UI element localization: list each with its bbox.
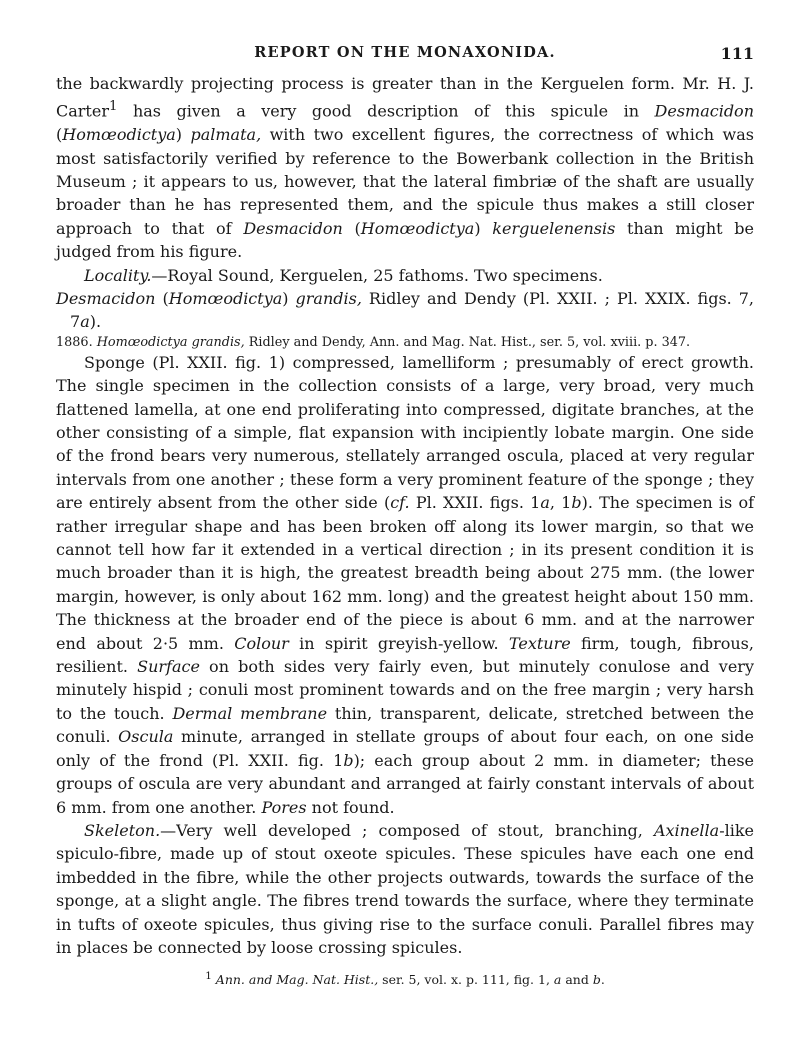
footnote: $^1$ Ann. and Mag. Nat. Hist., ser. 5, vol. x. p. 111, fig. 1, a and b. [205, 970, 605, 988]
paragraph-description: Sponge (Pl. XXII. fig. 1) compressed, lamelliform ; presumably of erect growth. The single specimen in the collection consists of a large, very broad, very much flattened lamella, at one end proliferating into compressed, digitate branches, at the other consisting of a simple, flat expansion with incipiently lobate margin. One side of the frond bears very numerous, stellately arranged oscula, placed at very regular intervals from one another ; these form a very prominent feature of the sponge ; they are entirely absent from the other side (cf. Pl. XXII. figs. 1a, 1b). The specimen is of rather irregular shape and has been broken off along its lower margin, so that we cannot tell how far it extended in a vertical direction ; in its present condition it is much broader than it is high, the greatest breadth being about 275 mm. (the lower margin, however, is only about 162 mm. long) and the greatest height about 150 mm. The thickness at the broader end of the piece is about 6 mm. and at the narrower end about 2·5 mm. Colour in spirit greyish-yellow. Texture firm, tough, fibrous, resilient. Surface on both sides very fairly even, but minutely conulose and very minutely hispid ; conuli most prominent towards and on the free margin ; very harsh to the touch. Dermal membrane thin, transparent, delicate, stretched between the conuli. Oscula minute, arranged in stellate groups of about four each, on one side only of the frond (Pl. XXII. fig. 1b); each group about 2 mm. in diameter; these groups of oscula are very abundant and arranged at fairly constant intervals of about 6 mm. from one another. Pores not found. [56, 352, 755, 817]
paragraph-skeleton: Skeleton.—Very well developed ; composed of stout, branching, Axinella-like spiculo-fibre, made up of stout oxeote spicules. These spicules have each one end imbedded in the fibre, while the other projects outwards, towards the surface of the sponge, at a slight angle. The fibres trend towards the surface, where they terminate in tufts of oxeote spicules, thus giving rise to the surface conuli. Parallel fibres may in places be connected by loose crossing spicules. [56, 820, 754, 957]
locality-label: Locality. [84, 265, 152, 285]
page-number: 111 [720, 44, 754, 63]
species-heading: Desmacidon (Homœodictya) grandis, Ridley and Dendy (Pl. XXII. ; Pl. XXIX. figs. 7, 7a). [56, 288, 755, 332]
body-text [56, 72, 754, 992]
locality-line: Locality.—Royal Sound, Kerguelen, 25 fathoms. Two specimens. [84, 265, 603, 285]
paragraph-carter-description: the backwardly projecting process is greater than in the Kerguelen form. Mr. H. J. Carter$^1$ has given a very good description of this spicule in Desmacidon (Homœodictya) palmata, with two excellent figures, the correctness of which was most satisfactorily verified by reference to the Bowerbank collection in the British Museum ; it appears to us, however, that the lateral fimbriæ of the shaft are usually broader than he has represented them, and the spicule thus makes a still closer approach to that of Desmacidon (Homœodictya) kerguelenensis than might be judged from his figure. [56, 74, 755, 262]
page [56, 44, 754, 992]
running-title: REPORT ON THE MONAXONIDA. [254, 44, 556, 61]
footnote-marker: 1 [108, 99, 118, 115]
synonymy-reference: 1886. Homœodictya grandis, Ridley and Dendy, Ann. and Mag. Nat. Hist., ser. 5, vol. xviii. p. 347. [56, 334, 691, 350]
page-header [56, 44, 754, 72]
